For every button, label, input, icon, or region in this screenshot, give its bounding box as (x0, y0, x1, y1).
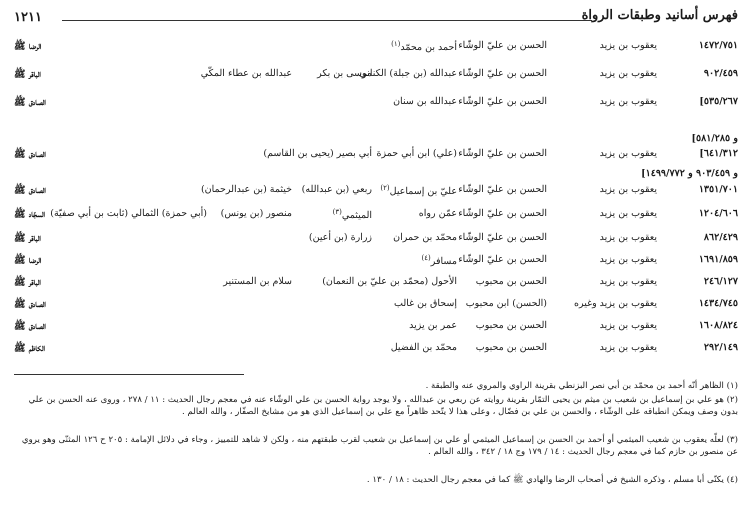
footnote-ref: (١) (391, 40, 401, 48)
table-row (0, 254, 752, 274)
cell-c2: الحسن بن عليّ الوشّاء (458, 208, 547, 219)
cell-num: ٨٦٢/٤٢٩ (703, 232, 738, 243)
cell-c4: موسى بن بكر (317, 68, 372, 79)
cell-num: ٢٩٢/١٤٩ (703, 342, 738, 353)
table-row (0, 184, 752, 204)
cell-c3: (علي) ابن أبي حمزة (376, 148, 457, 159)
cell-c3: عمر بن يزيد (409, 320, 457, 331)
cell-c2: الحسن بن عليّ الوشّاء (458, 254, 547, 265)
header-rule (62, 20, 592, 21)
table-row (0, 148, 752, 168)
cell-c1: يعقوب بن يزيد (599, 254, 657, 265)
cell-c2: الحسن بن محبوب (475, 342, 547, 353)
cell-last: الباقر ﷺ (14, 233, 41, 244)
table-row (0, 232, 752, 252)
cell-c5: منصور (بن يونس) (220, 208, 292, 219)
cell-c3: محمّد بن حمران (393, 232, 457, 243)
cell-c1: يعقوب بن يزيد (599, 320, 657, 331)
cell-c2: الحسن بن محبوب (475, 276, 547, 287)
footnote: (٤) يكنّى أبا مسلم ، وذكره الشيخ في أصحاب الرضا والهادي ﷺ كما في معجم رجال الحديث : ١٨ / ١٣٠ . (366, 475, 738, 485)
cell-c3: مسافر$^{(٤)}$ (421, 254, 457, 268)
cell-c3: إسحاق بن غالب (394, 298, 457, 309)
continuation-line: و ٩٠٣/٤٥٩ و ١٤٩٩/٧٧٢] (641, 168, 738, 179)
cell-num: ١٣٥١/٧٠١ (698, 184, 738, 195)
cell-c3: الأحول (محمّد بن عليّ بن النعمان) (322, 276, 457, 287)
cell-c2: الحسن بن عليّ الوشّاء (458, 96, 547, 107)
cell-last: الصادق ﷺ (14, 97, 46, 108)
cell-c5: سلام بن المستنير (223, 276, 292, 287)
table-row (0, 342, 752, 362)
cell-c2: الحسن بن عليّ الوشّاء (458, 232, 547, 243)
cell-last: الصادق ﷺ (14, 321, 46, 332)
table-row (0, 320, 752, 340)
footnote-ref: (٢) (380, 184, 390, 192)
cell-c1: يعقوب بن يزيد وغيره (574, 298, 657, 309)
cell-c1: يعقوب بن يزيد (599, 40, 657, 51)
cell-c2: (الحسن) ابن محبوب (465, 298, 547, 309)
cell-c3: عليّ بن إسماعيل$^{(٢)}$ (380, 184, 457, 198)
cell-last: الصادق ﷺ (14, 299, 46, 310)
cell-c3: أحمد بن محمّد$^{(١)}$ (391, 40, 457, 54)
footnote-rule (14, 374, 244, 375)
cell-num: ٢٤٦/١٢٧ (703, 276, 738, 287)
cell-c2: الحسن بن عليّ الوشّاء (458, 148, 547, 159)
page-title: فهرس أسانيد وطبقات الرواة (581, 8, 738, 23)
footnote: (٢) هو علي بن إسماعيل بن شعيب بن ميثم بن يحيى التمّار بقرينة روايته عن ربعي بن عبدالله ، ولا يوجد رواية الحسن بن علي الوشّاء عنه في معجم رجال الحديث : ١١ / ٢٧٨ ، وروى عنه الحسن بن علي بدون وصف ويمكن انطباقه على الوشّاء ، والحسن بن علي بن فضّال ، وعلى هذا لا يتّحد ظاهراً مع علي بن إسماعيل الذي هو من مشايخ الصفّار ، والله العالم . (28, 395, 738, 417)
cell-c6: (أبي حمزة) الثمالي (ثابت بن أبي صفيّة) (50, 208, 207, 219)
table-row (0, 298, 752, 318)
cell-last: الرضا ﷺ (14, 255, 42, 266)
cell-c1: يعقوب بن يزيد (599, 276, 657, 287)
cell-c1: يعقوب بن يزيد (599, 208, 657, 219)
cell-num: ١٤٣٤/٧٤٥ (698, 298, 738, 309)
cell-c4: ربعي (بن عبدالله) (301, 184, 372, 195)
cell-c1: يعقوب بن يزيد (599, 232, 657, 243)
cell-last: الكاظم ﷺ (14, 343, 46, 354)
table-row (0, 40, 752, 60)
cell-c3: عبدالله بن سنان (393, 96, 457, 107)
cell-c4: زرارة (بن أعين) (308, 232, 372, 243)
cell-c1: يعقوب بن يزيد (599, 148, 657, 159)
cell-c5: عبدالله بن عطاء المكّي (200, 68, 292, 79)
cell-last: الباقر ﷺ (14, 69, 41, 80)
table-row (0, 208, 752, 228)
cell-c1: يعقوب بن يزيد (599, 184, 657, 195)
cell-last: الرضا ﷺ (14, 41, 42, 52)
footnote: (٣) لعلّه يعقوب بن شعيب الميثمي أو أحمد بن الحسن بن إسماعيل الميثمي أو علي بن إسماعيل بن شعيب لقرب طبقتهم منه ، ولكن لا شاهد للتمييز ، وجاء في دلائل الإمامة : ٢٠٥ ح ١٢٦ المثنّى وهو يروي عن منصور بن حازم كما في معجم رجال الحديث : ١٤ / ١٧٩ وج ١٨ / ٣٤٢ ، والله العالم . (21, 435, 738, 457)
table-row (0, 96, 752, 116)
footnote-ref: (٣) (332, 208, 342, 216)
cell-c3: محمّد بن الفضيل (390, 342, 457, 353)
cell-num: ١٦٩١/٨٥٩ (698, 254, 738, 265)
cell-c3: عبدالله (بن جبلة) الكناني (359, 68, 457, 79)
cell-last: السجّاد ﷺ (14, 209, 46, 220)
cell-c2: الحسن بن محبوب (475, 320, 547, 331)
continuation-line: و ٥٨١/٢٨٥] (691, 133, 738, 144)
cell-c1: يعقوب بن يزيد (599, 68, 657, 79)
cell-num: ١٢٠٤/٦٠٦ (698, 208, 738, 219)
cell-c3: عمّن رواه (418, 208, 457, 219)
cell-num: ١٤٧٢/٧٥١ (698, 40, 738, 51)
cell-c4: أبي بصير (يحيى بن القاسم) (263, 148, 372, 159)
table-row (0, 276, 752, 296)
footnote: (١) الظاهر أنّه أحمد بن محمّد بن أبي نصر البزنطي بقرينة الراوي والمروي عنه والطبقة . (425, 381, 738, 391)
cell-c1: يعقوب بن يزيد (599, 342, 657, 353)
cell-num: ٦٤١/٣١٢] (699, 148, 738, 159)
cell-num: ٩٠٢/٤٥٩ (703, 68, 738, 79)
page-number: ١٢١١ (14, 10, 42, 25)
cell-last: الصادق ﷺ (14, 185, 46, 196)
cell-c2: الحسن بن عليّ الوشّاء (458, 40, 547, 51)
table-row (0, 68, 752, 88)
cell-num: ١٦٠٨/٨٢٤ (698, 320, 738, 331)
cell-last: الباقر ﷺ (14, 277, 41, 288)
cell-c2: الحسن بن عليّ الوشّاء (458, 184, 547, 195)
cell-num: ٥٣٥/٢٦٧] (699, 96, 738, 107)
footnote-ref: (٤) (421, 254, 431, 262)
cell-last: الصادق ﷺ (14, 149, 46, 160)
cell-c4: الميثمي$^{(٣)}$ (332, 208, 372, 222)
cell-c2: الحسن بن عليّ الوشّاء (458, 68, 547, 79)
cell-c5: خيثمة (بن عبدالرحمان) (200, 184, 292, 195)
cell-c1: يعقوب بن يزيد (599, 96, 657, 107)
